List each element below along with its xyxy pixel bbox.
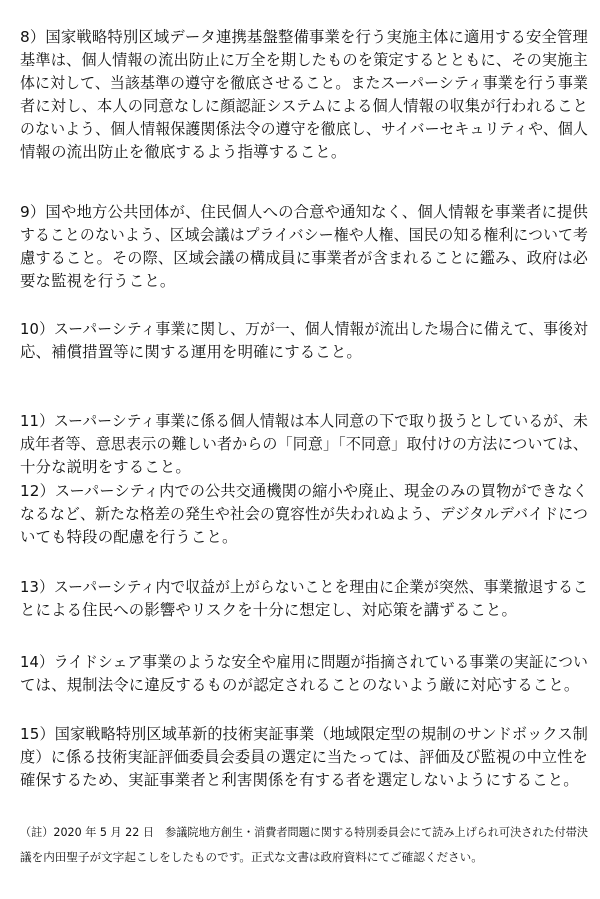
text-line: 10）スーパーシティ事業に関し、万が一、個人情報が流出した場合に備えて、事後対 bbox=[20, 320, 589, 338]
resolution-item-13 bbox=[20, 576, 600, 622]
text-line: 体に対して、当該基準の遵守を徹底させること。またスーパーシティ事業を行う事業 bbox=[20, 74, 589, 92]
text-line: 応、補償措置等に関する運用を明確にすること。 bbox=[20, 343, 362, 361]
text-line: とによる住民への影響やリスクを十分に想定し、対応策を講ずること。 bbox=[20, 601, 517, 619]
text-line: 情報の流出防止を徹底するよう指導すること。 bbox=[20, 143, 347, 161]
footnote-line: 議を内田聖子が文字起こしをしたものです。正式な文書は政府資料にてご確認ください。 bbox=[20, 850, 483, 864]
resolution-item-14 bbox=[20, 651, 600, 697]
text-line: なるなど、新たな格差の発生や社会の寛容性が失われぬよう、デジタルデバイドにつ bbox=[20, 505, 588, 523]
resolution-item-10 bbox=[20, 318, 600, 364]
resolution-item-12 bbox=[20, 480, 600, 549]
text-line: 基準は、個人情報の流出防止に万全を期したものを策定するとともに、その実施主 bbox=[20, 51, 589, 69]
text-line: 9）国や地方公共団体が、住民個人への合意や通知なく、個人情報を事業者に提供 bbox=[20, 203, 589, 221]
resolution-item-15 bbox=[20, 723, 598, 792]
text-line: いても特段の配慮を行うこと。 bbox=[20, 528, 238, 546]
text-line: 8）国家戦略特別区域データ連携基盤整備事業を行う実施主体に適用する安全管理 bbox=[20, 28, 588, 46]
text-line: 13）スーパーシティ内で収益が上がらないことを理由に企業が突然、事業撤退するこ bbox=[20, 578, 589, 596]
text-line: することのないよう、区域会議はプライバシー権や人権、国民の知る権利について考 bbox=[20, 226, 589, 244]
text-line: 15）国家戦略特別区域革新的技術実証事業（地域限定型の規制のサンドボックス制 bbox=[20, 725, 589, 743]
text-line: 要な監視を行うこと。 bbox=[20, 272, 176, 290]
resolution-item-9 bbox=[20, 201, 600, 293]
resolution-item-8 bbox=[20, 26, 600, 164]
text-line: のないよう、個人情報保護関係法令の遵守を徹底し、サイバーセキュリティや、個人 bbox=[20, 120, 588, 138]
text-line: 12）スーパーシティ内での公共交通機関の縮小や廃止、現金のみの買物ができなく bbox=[20, 482, 588, 500]
resolution-item-11 bbox=[20, 410, 600, 479]
text-line: 慮すること。その際、区域会議の構成員に事業者が含まれることに鑑み、政府は必 bbox=[20, 249, 588, 267]
text-line: ては、規制法令に違反するものが認定されることのないよう厳に対応すること。 bbox=[20, 676, 580, 694]
text-line: 成年者等、意思表示の難しい者からの「同意」「不同意」取付けの方法については、 bbox=[20, 435, 588, 453]
footnote bbox=[20, 820, 600, 870]
text-line: 14）ライドシェア事業のような安全や雇用に問題が指摘されている事業の実証につい bbox=[20, 653, 588, 671]
text-line: 者に対し、本人の同意なしに顔認証システムによる個人情報の収集が行われること bbox=[20, 97, 589, 115]
text-line: 度）に係る技術実証評価委員会委員の選定に当たっては、評価及び監視の中立性を bbox=[20, 748, 589, 766]
footnote-line: （註）2020 年 5 月 22 日 参議院地方創生・消費者問題に関する特別委員会にて読み上げられ可決された付帯決 bbox=[20, 825, 589, 839]
text-line: 十分な説明をすること。 bbox=[20, 458, 191, 476]
text-line: 確保するため、実証事業者と利害関係を有する者を選定しないようにすること。 bbox=[20, 771, 579, 789]
text-line: 11）スーパーシティ事業に係る個人情報は本人同意の下で取り扱うとしているが、未 bbox=[20, 412, 589, 430]
